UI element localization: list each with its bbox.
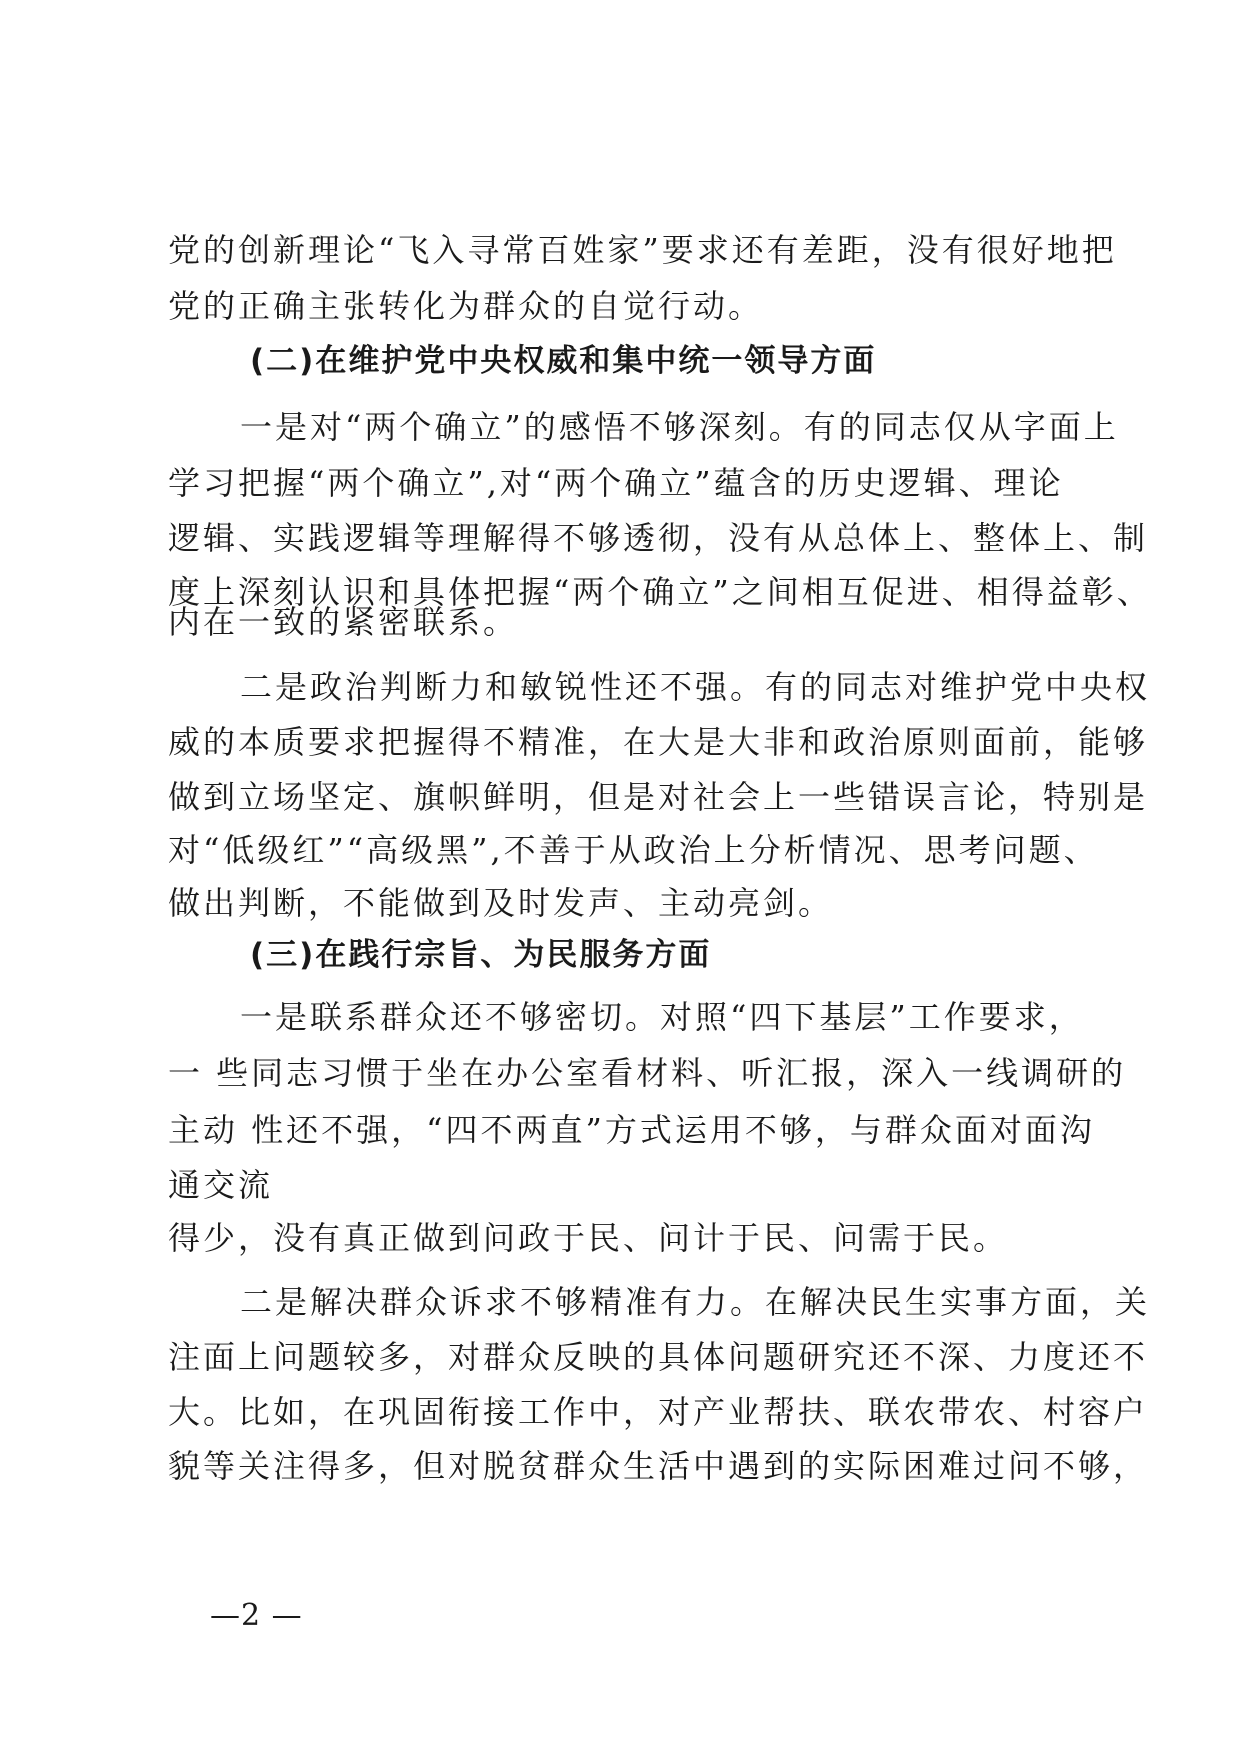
body-text-line: 学习把握“两个确立”,对“两个确立”蕴含的历史逻辑、理论 bbox=[168, 464, 1064, 502]
body-text-line: 一 些同志习惯于坐在办公室看材料、听汇报，深入一线调研的 bbox=[168, 1054, 1127, 1092]
body-text-line: 党的正确主张转化为群众的自觉行动。 bbox=[168, 287, 764, 325]
body-text-line: 注面上问题较多，对群众反映的具体问题研究还不深、力度还不 bbox=[168, 1338, 1149, 1376]
body-text-line: 主动 性还不强，“四不两直”方式运用不够，与群众面对面沟 bbox=[168, 1111, 1095, 1149]
body-text-line: 通交流 bbox=[168, 1166, 274, 1204]
body-text-line: 貌等关注得多，但对脱贫群众生活中遇到的实际困难过问不够， bbox=[168, 1447, 1149, 1485]
body-text-line: 大。比如，在巩固衔接工作中，对产业帮扶、联农带农、村容户 bbox=[168, 1393, 1149, 1431]
body-text-line: 做出判断，不能做到及时发声、主动亮剑。 bbox=[168, 884, 834, 922]
body-text-line: 内在一致的紧密联系。 bbox=[168, 603, 519, 641]
body-text-line: 做到立场坚定、旗帜鲜明，但是对社会上一些错误言论，特别是 bbox=[168, 778, 1149, 816]
body-text-line: 二是解决群众诉求不够精准有力。在解决民生实事方面，关 bbox=[240, 1283, 1151, 1321]
section-heading: (二)在维护党中央权威和集中统一领导方面 bbox=[250, 343, 877, 379]
body-text-line: 党的创新理论“飞入寻常百姓家”要求还有差距，没有很好地把 bbox=[168, 231, 1117, 269]
section-heading: (三)在践行宗旨、为民服务方面 bbox=[250, 937, 712, 973]
page-number: —2 — bbox=[210, 1598, 303, 1633]
body-text-line: 一是联系群众还不够密切。对照“四下基层”工作要求， bbox=[240, 998, 1084, 1036]
body-text-line: 逻辑、实践逻辑等理解得不够透彻，没有从总体上、整体上、制 bbox=[168, 519, 1149, 557]
body-text-line: 威的本质要求把握得不精准，在大是大非和政治原则面前，能够 bbox=[168, 723, 1149, 761]
body-text-line: 二是政治判断力和敏锐性还不强。有的同志对维护党中央权 bbox=[240, 668, 1151, 706]
body-text-line: 对“低级红”“高级黑”,不善于从政治上分析情况、思考问题、 bbox=[168, 831, 1099, 869]
body-text-line: 度上深刻认识和具体把握“两个确立”之间相互促进、相得益彰、 bbox=[168, 573, 1152, 611]
body-text-line: 得少，没有真正做到问政于民、问计于民、问需于民。 bbox=[168, 1219, 1009, 1257]
body-text-line: 一是对“两个确立”的感悟不够深刻。有的同志仅从字面上 bbox=[240, 408, 1119, 446]
